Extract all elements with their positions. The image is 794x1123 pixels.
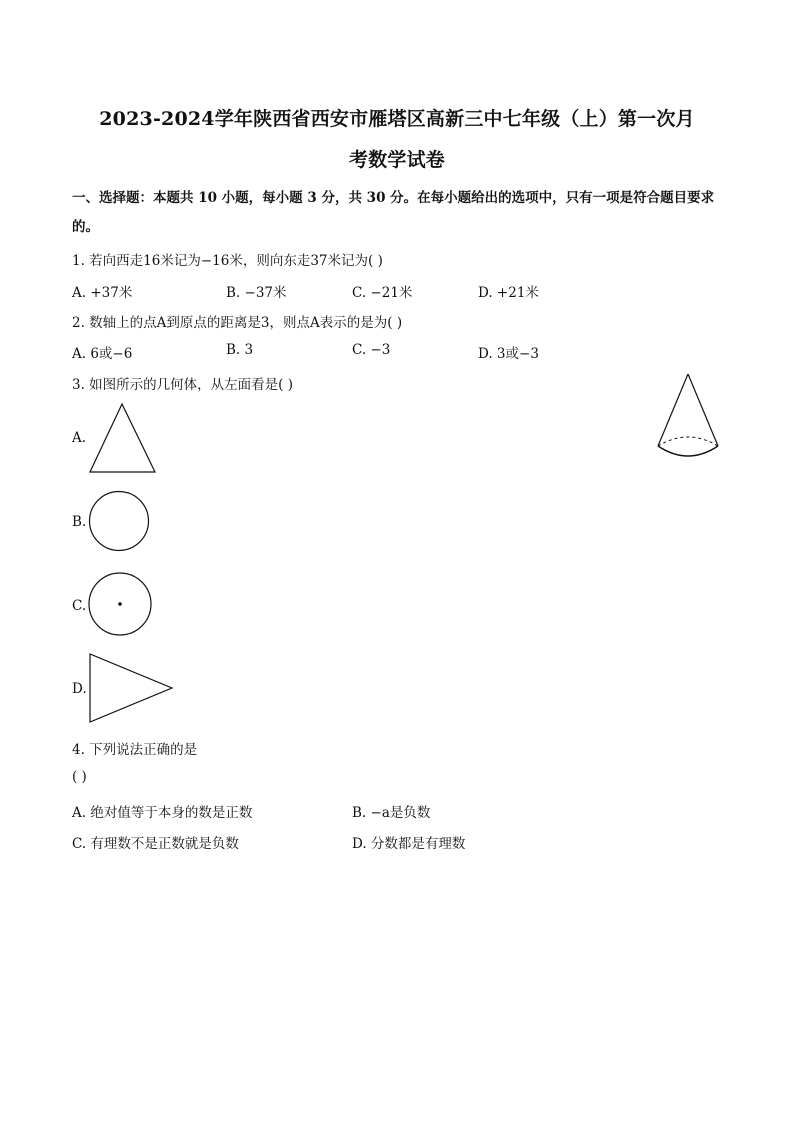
question-3-stem: 3. 如图所示的几何体，从左面看是( ): [72, 377, 293, 393]
question-3-option-b[interactable]: B.: [72, 514, 87, 530]
section-header-line2: 的。: [72, 219, 99, 235]
question-4-option-c[interactable]: C. 有理数不是正数就是负数: [72, 836, 239, 852]
question-2-option-a[interactable]: A. 6或−6: [72, 346, 133, 362]
circle-with-dot-view: [88, 572, 154, 638]
circle-view: [88, 490, 152, 554]
question-1-option-c[interactable]: C. −21米: [352, 285, 413, 301]
question-4-option-a[interactable]: A. 绝对值等于本身的数是正数: [72, 805, 253, 821]
page-title-line1: 2023-2024学年陕西省西安市雁塔区高新三中七年级（上）第一次月: [99, 108, 695, 130]
question-2-option-b[interactable]: B. 3: [226, 342, 254, 358]
triangle-front-view: [88, 402, 158, 474]
question-1-option-d[interactable]: D. +21米: [478, 285, 539, 301]
section-header-line1: 一、选择题：本题共 10 小题，每小题 3 分，共 30 分。在每小题给出的选项中，只有一项是符合题目要求: [72, 190, 715, 206]
question-4-option-b[interactable]: B. −a是负数: [352, 805, 431, 821]
question-4-option-d[interactable]: D. 分数都是有理数: [352, 836, 466, 852]
question-3-option-d[interactable]: D.: [72, 681, 87, 697]
question-3-option-a[interactable]: A.: [72, 430, 87, 446]
question-1-option-a[interactable]: A. +37米: [72, 285, 133, 301]
question-2-stem: 2. 数轴上的点A到原点的距离是3，则点A表示的是为( ): [72, 315, 403, 331]
question-2-option-c[interactable]: C. −3: [352, 342, 391, 358]
cone-figure: [652, 370, 724, 462]
question-4-stem: 4. 下列说法正确的是: [72, 742, 198, 758]
page-title-line2: 考数学试卷: [348, 149, 445, 171]
question-3-option-c[interactable]: C.: [72, 598, 87, 614]
question-1-option-b[interactable]: B. −37米: [226, 285, 287, 301]
question-1-stem: 1. 若向西走16米记为−16米，则向东走37米记为( ): [72, 253, 383, 269]
sideways-triangle-view: [88, 652, 176, 724]
question-4-stem-parens: ( ): [72, 769, 87, 785]
question-2-option-d[interactable]: D. 3或−3: [478, 346, 539, 362]
